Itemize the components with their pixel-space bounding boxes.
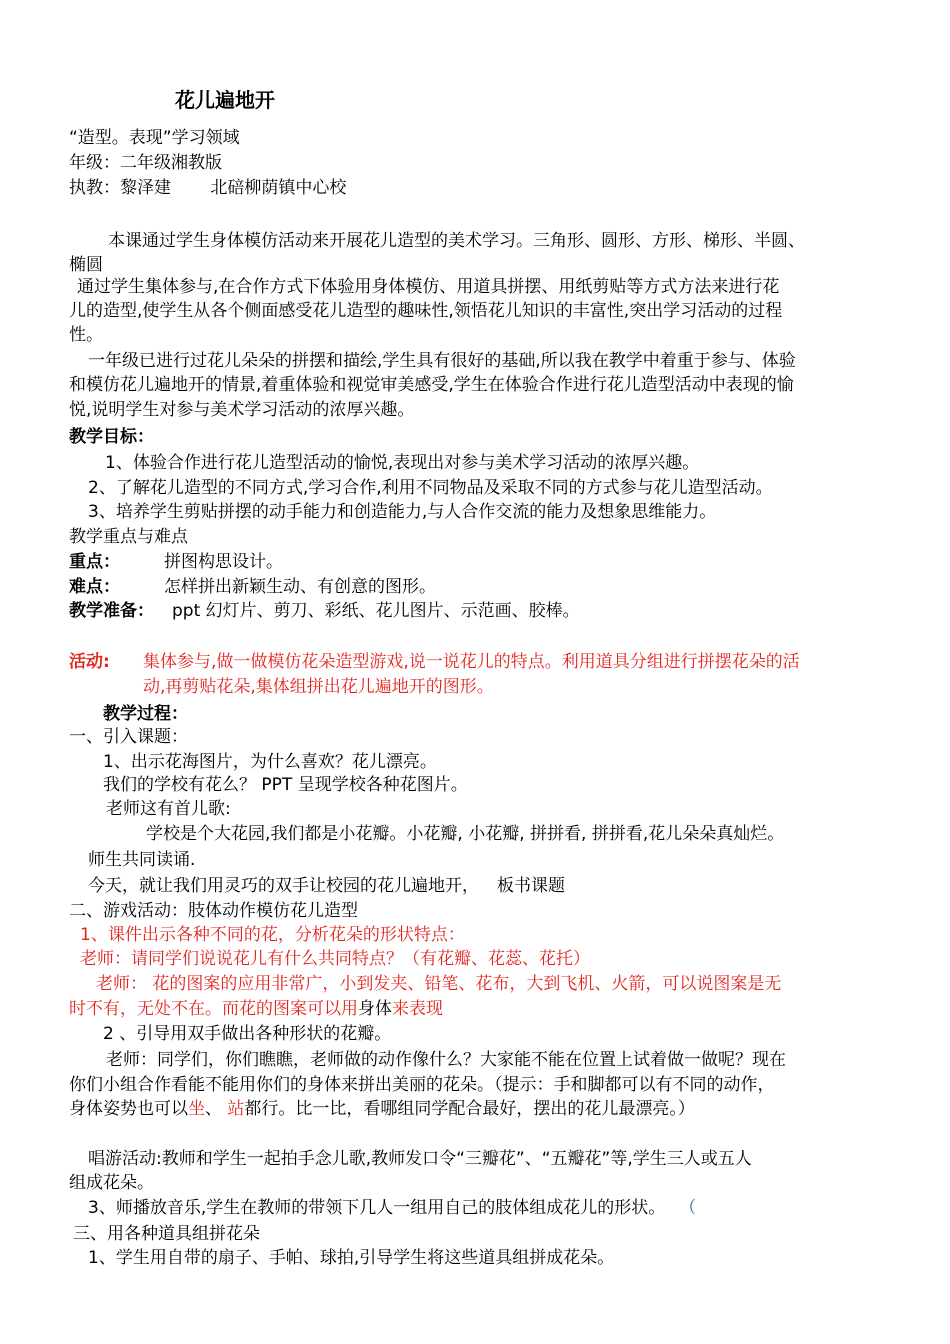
- process-heading: 教学过程：: [103, 704, 188, 724]
- section-1-item-6-text: 今天，就让我们用灵巧的双手让校园的花儿遍地开，: [88, 876, 479, 896]
- section-2-item-1: 1、课件出示各种不同的花，分析花朵的形状特点：: [80, 925, 465, 945]
- activity-label: 活动:: [69, 652, 110, 672]
- hint-stand: 站: [227, 1099, 245, 1119]
- grade-line: 年级：二年级湘教版: [69, 153, 222, 173]
- objective-2: 2、了解花儿造型的不同方式,学习合作,利用不同物品及采取不同的方式参与花儿造型活动。: [88, 478, 773, 498]
- section-2-item-3-line2-a: 时不有，无处不在。而花的图案可以用: [69, 999, 358, 1019]
- intro-p2-line1: 通过学生集体参与,在合作方式下体验用身体模仿、用道具拼摆、用纸剪贴等方式方法来进行花: [77, 277, 780, 297]
- sing-activity-line1: 唱游活动:教师和学生一起拍手念儿歌,教师发口令“三瓣花”、“五瓣花”等,学生三人或五人: [88, 1149, 752, 1169]
- section-2-item-3-line2-b: 身体: [358, 999, 392, 1019]
- section-2-item-2: 老师：请同学们说说花儿有什么共同特点？（有花瓣、花蕊、花托）: [80, 949, 590, 969]
- section-2-item-3-line2: [69, 997, 443, 1021]
- section-3-title: 三、用各种道具组拼花朵: [73, 1224, 260, 1244]
- section-1-item-5: 师生共同读诵.: [88, 850, 196, 870]
- activity-line2: 动,再剪贴花朵,集体组拼出花儿遍地开的图形。: [143, 677, 494, 697]
- focus-text: 拼图构思设计。: [164, 552, 283, 572]
- section-2-item-3-line2-c: 来表现: [392, 999, 443, 1019]
- section-1-item-6: [88, 874, 565, 898]
- open-paren: （: [679, 1198, 697, 1218]
- preparation-text: ppt 幻灯片、剪刀、彩纸、花儿图片、示范画、胶棒。: [172, 601, 580, 621]
- learning-domain: “造型。表现”学习领域: [69, 128, 240, 148]
- section-2-item-5-line1: 老师：同学们，你们瞧瞧，老师做的动作像什么？大家能不能在位置上试着做一做呢？现在: [106, 1050, 786, 1070]
- blackboard-note: 板书课题: [497, 876, 565, 896]
- section-1-item-2: 我们的学校有花么？ PPT 呈现学校各种花图片。: [103, 775, 468, 795]
- sing-activity-line2: 组成花朵。: [69, 1173, 154, 1193]
- intro-p3-line3: 悦,说明学生对参与美术学习活动的浓厚兴趣。: [69, 400, 415, 420]
- section-2-title: 二、游戏活动：肢体动作模仿花儿造型: [69, 901, 358, 921]
- section-2-item-7: [88, 1196, 696, 1220]
- hint-sit: 坐: [188, 1099, 205, 1119]
- intro-p1-line2: 椭圆: [69, 255, 103, 275]
- intro-p3-line2: 和模仿花儿遍地开的情景,着重体验和视觉审美感受,学生在体验合作进行花儿造型活动中表现的愉: [69, 375, 794, 395]
- focus-label: 重点：: [69, 552, 120, 572]
- objectives-heading: 教学目标：: [69, 427, 154, 447]
- intro-p2-line3: 性。: [69, 325, 103, 345]
- hint-text-a: 身体姿势也可以: [69, 1099, 188, 1119]
- key-points-heading: 教学重点与难点: [69, 527, 188, 547]
- teacher-line: 执教：黎泽建 北碚柳荫镇中心校: [69, 178, 347, 198]
- section-2-item-5-line3: [69, 1097, 695, 1121]
- nursery-rhyme: 学校是个大花园,我们都是小花瓣。小花瓣, 小花瓣, 拼拼看, 拼拼看,花儿朵朵真灿烂。: [146, 824, 785, 844]
- section-2-item-3-line1: 老师： 花的图案的应用非常广，小到发夹、铅笔、花布，大到飞机、火箭，可以说图案是无: [96, 974, 782, 994]
- objective-3: 3、培养学生剪贴拼摆的动手能力和创造能力,与人合作交流的能力及想象思维能力。: [88, 502, 717, 522]
- hint-text-e: 都行。比一比，看哪组同学配合最好，摆出的花儿最漂亮。）: [244, 1099, 695, 1119]
- section-1-item-3: 老师这有首儿歌:: [106, 799, 231, 819]
- objective-1: 1、体验合作进行花儿造型活动的愉悦,表现出对参与美术学习活动的浓厚兴趣。: [105, 453, 700, 473]
- section-1-item-1: 1、出示花海图片，为什么喜欢？花儿漂亮。: [103, 752, 437, 772]
- section-2-item-7-text: 3、师播放音乐,学生在教师的带领下几人一组用自己的肢体组成花儿的形状。: [88, 1198, 666, 1218]
- hint-sep: 、: [205, 1099, 228, 1119]
- section-2-item-5-line2: 你们小组合作看能不能用你们的身体来拼出美丽的花朵。（提示：手和脚都可以有不同的动作，: [69, 1075, 775, 1095]
- difficulty-label: 难点：: [69, 577, 120, 597]
- doc-title: 花儿遍地开: [175, 88, 275, 112]
- section-3-item-1: 1、学生用自带的扇子、手帕、球拍,引导学生将这些道具组拼成花朵。: [88, 1248, 615, 1268]
- preparation-label: 教学准备：: [69, 601, 154, 621]
- intro-p3-line1: 一年级已进行过花儿朵朵的拼摆和描绘,学生具有很好的基础,所以我在教学中着重于参与、体验: [88, 351, 796, 371]
- activity-line1: 集体参与,做一做模仿花朵造型游戏,说一说花儿的特点。利用道具分组进行拼摆花朵的活: [143, 652, 800, 672]
- difficulty-text: 怎样拼出新颖生动、有创意的图形。: [164, 577, 436, 597]
- section-2-item-4: 2 、引导用双手做出各种形状的花瓣。: [103, 1024, 392, 1044]
- section-1-title: 一、引入课题：: [69, 727, 188, 747]
- intro-p2-line2: 儿的造型,使学生从各个侧面感受花儿造型的趣味性,领悟花儿知识的丰富性,突出学习活动的过程: [69, 301, 783, 321]
- intro-p1-line1: 本课通过学生身体模仿活动来开展花儿造型的美术学习。三角形、圆形、方形、梯形、半圆、: [108, 231, 805, 251]
